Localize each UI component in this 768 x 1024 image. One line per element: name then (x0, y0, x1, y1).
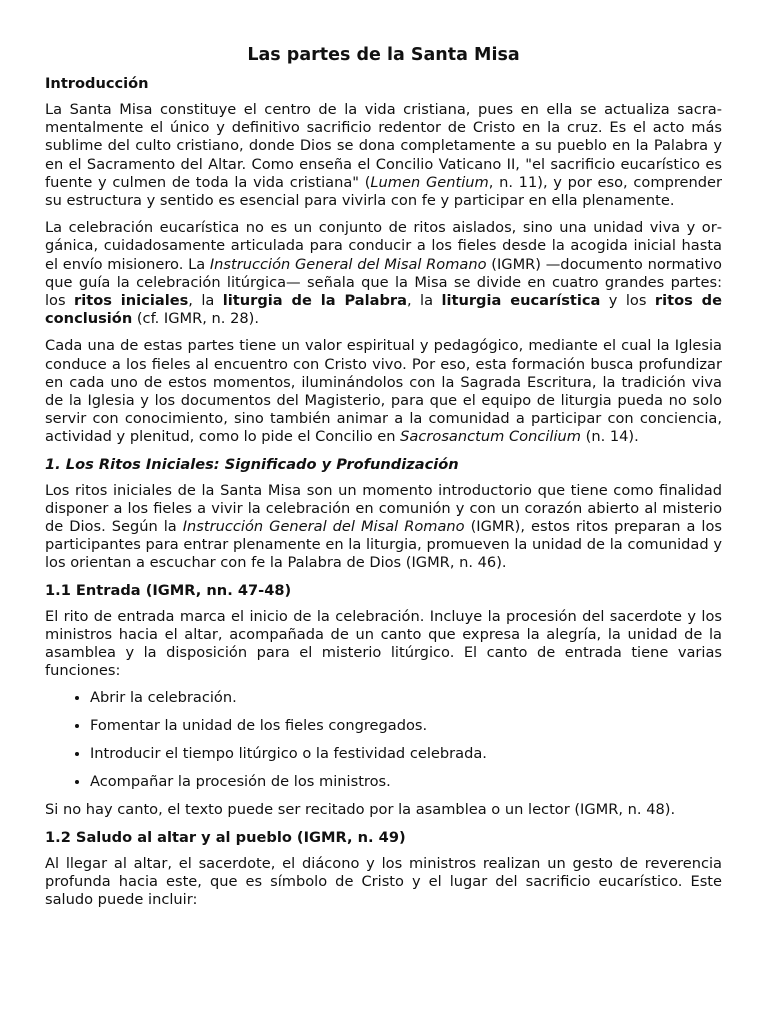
italic-citation: Sacrosanctum Concilium (400, 428, 581, 446)
bold-term: ritos iniciales (74, 292, 189, 310)
section-1-1-heading: 1.1 Entrada (IGMR, nn. 47-48) (45, 581, 292, 599)
intro-paragraph-1 (45, 101, 722, 210)
text-run: , la (406, 292, 442, 310)
italic-citation: Instrucción General del Misal Romano (209, 255, 487, 273)
section-1-heading: 1. Los Ritos Iniciales: Significado y Profundización (45, 455, 459, 473)
functions-list (45, 689, 722, 791)
text-run: , la (188, 292, 223, 310)
text-run: (IGMR) —documento normativo que guía la celebración litúrgica— señala que la Misa se divide en cuatro grandes partes: los (45, 255, 722, 310)
text-run: La celebración eucarística no es un conjunto de ritos aislados, sino una unidad viva y orgánica, cuidadosamente articulada para conducir a los fieles desde la acogida inicial hasta el envío misionero. La (45, 219, 722, 273)
intro-paragraph-2 (45, 219, 722, 328)
section-1-paragraph (45, 482, 722, 573)
bold-term: ritos de conclusión (45, 292, 722, 328)
bold-term: liturgia de la Palabra (222, 292, 407, 310)
text-run: (n. 14). (580, 428, 639, 446)
italic-citation: Lumen Gentium (370, 173, 489, 191)
text-run: Cada una de estas partes tiene un valor espiritual y pedagógico, mediante el cual la Iglesia conduce a los fieles al encuentro con Cristo vivo. Por eso, esta formación busca profundizar en cada uno de estos momentos, iluminándolos con la Sagrada Escritura, la tradición viva de la Iglesia y los documentos del Magisterio, para que el equipo de liturgia pueda no solo servir con conocimiento, sino también animar a la comunidad a participar con conciencia, actividad y plenitud, como lo pide el Concilio en (45, 337, 722, 446)
list-item: • Abrir la celebración. (90, 689, 722, 707)
text-run: , n. 11), y por eso, comprender su estructura y sentido es esencial para vivirla con fe y participar en ella plenamente. (45, 173, 722, 210)
page-title: Las partes de la Santa Misa (247, 45, 520, 65)
text-run: (cf. IGMR, n. 28). (132, 310, 259, 328)
intro-paragraph-3 (45, 337, 722, 446)
intro-heading: Introducción (45, 75, 149, 92)
italic-citation: Instrucción General del Misal Romano (182, 518, 465, 536)
list-item: • Introducir el tiempo litúrgico o la festividad celebrada. (90, 745, 722, 763)
text-run: Los ritos iniciales de la Santa Misa son un momento introductorio que tiene como finalidad disponer a los fieles a vivir la celebración en comunión y con un corazón abierto al misterio de Dios. Según la (45, 481, 722, 536)
bold-term: liturgia eucarística (441, 292, 601, 310)
list-item: • Fomentar la unidad de los fieles congregados. (90, 717, 722, 735)
section-1-1-paragraph: El rito de entrada marca el inicio de la celebración. Incluye la procesión del sacerdote y los ministros hacia el altar, acompañada de un canto que expresa la alegría, la unidad de la asamblea y la disposición para el misterio litúrgico. El canto de entrada tiene varias funciones: (45, 607, 722, 680)
text-run: (IGMR), estos ritos preparan a los participantes para entrar plenamente en la liturgia, promueven la unidad de la comunidad y los orientan a escuchar con fe la Palabra de Dios (IGMR, n. 46). (45, 518, 722, 572)
section-1-1-paragraph-2: Si no hay canto, el texto puede ser recitado por la asamblea o un lector (IGMR, n. 48). (45, 801, 676, 819)
text-run: y los (600, 292, 655, 310)
list-item: • Acompañar la procesión de los ministros. (90, 773, 722, 791)
text-run: La Santa Misa constituye el centro de la vida cristiana, pues en ella se actualiza sacramentalmente el único y definitivo sacrificio redentor de Cristo en la cruz. Es el acto más sublime del culto cristiano, donde Dios se dona completamente a su pueblo en la Palabra y en el Sacramento del Altar. Como enseña el Concilio Vaticano II, "el sacrificio eucarístico es fuente y culmen de toda la vida cristiana" ( (45, 101, 722, 191)
section-1-2-paragraph: Al llegar al altar, el sacerdote, el diácono y los ministros realizan un gesto de reverencia profunda hacia este, que es símbolo de Cristo y el lugar del sacrificio eucarístico. Este saludo puede incluir: (45, 854, 722, 909)
section-1-2-heading: 1.2 Saludo al altar y al pueblo (IGMR, n. 49) (45, 828, 406, 846)
